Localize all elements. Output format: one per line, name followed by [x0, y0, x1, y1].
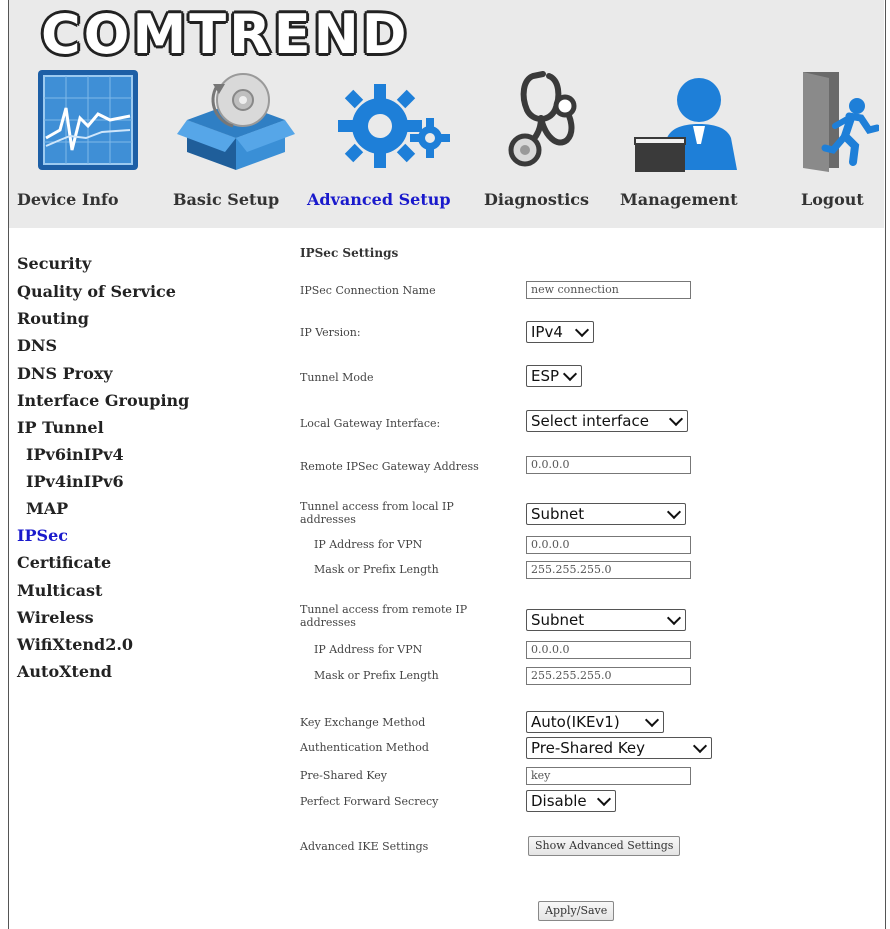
sidebar: [9, 228, 232, 929]
sidebar-item-ip-tunnel[interactable]: IP Tunnel: [17, 418, 104, 437]
chevron-down-icon: [645, 713, 659, 727]
remote-access-label: Tunnel access from remote IP addresses: [300, 603, 468, 629]
chevron-down-icon: [667, 611, 681, 625]
tunnel-mode-value: ESP: [531, 367, 560, 385]
apply-save-button[interactable]: Apply/Save: [538, 901, 614, 921]
brand-logo: COMTREND: [41, 3, 410, 66]
nav-advanced-setup[interactable]: Advanced Setup: [307, 190, 451, 209]
local-ip-input[interactable]: 0.0.0.0: [526, 536, 691, 554]
auth-method-label: Authentication Method: [300, 741, 429, 754]
header: [9, 0, 884, 228]
sidebar-item-routing[interactable]: Routing: [17, 309, 89, 328]
ip-version-select[interactable]: [526, 321, 594, 343]
remote-mask-input[interactable]: 255.255.255.0: [526, 667, 691, 685]
nav-logout[interactable]: Logout: [801, 190, 864, 209]
advanced-setup-icon[interactable]: [332, 80, 452, 172]
local-mask-input[interactable]: 255.255.255.0: [526, 561, 691, 579]
sidebar-item-quality-of-service[interactable]: Quality of Service: [17, 282, 176, 301]
sidebar-item-dns-proxy[interactable]: DNS Proxy: [17, 364, 113, 383]
sidebar-item-ipv4inipv6[interactable]: IPv4inIPv6: [26, 472, 124, 491]
nav-diagnostics[interactable]: Diagnostics: [484, 190, 590, 209]
sidebar-item-interface-grouping[interactable]: Interface Grouping: [17, 391, 190, 410]
connection-name-label: IPSec Connection Name: [300, 284, 436, 297]
remote-ip-label: IP Address for VPN: [314, 643, 423, 656]
remote-gateway-label: Remote IPSec Gateway Address: [300, 460, 479, 473]
auth-method-select[interactable]: [526, 737, 712, 759]
sidebar-item-certificate[interactable]: Certificate: [17, 553, 112, 572]
diagnostics-icon[interactable]: [505, 66, 585, 174]
psk-input[interactable]: key: [526, 767, 691, 785]
device-info-icon[interactable]: [36, 68, 140, 172]
sidebar-item-multicast[interactable]: Multicast: [17, 581, 103, 600]
chevron-down-icon: [693, 739, 707, 753]
connection-name-input[interactable]: new connection: [526, 281, 691, 299]
key-exchange-label: Key Exchange Method: [300, 716, 426, 729]
local-mask-label: Mask or Prefix Length: [314, 563, 439, 576]
show-advanced-settings-button[interactable]: Show Advanced Settings: [528, 836, 680, 856]
ip-version-value: IPv4: [531, 323, 563, 341]
sidebar-item-ipv6inipv4[interactable]: IPv6inIPv4: [26, 445, 124, 464]
auth-method-value: Pre-Shared Key: [531, 739, 646, 757]
psk-label: Pre-Shared Key: [300, 769, 388, 782]
pfs-value: Disable: [531, 792, 587, 810]
sidebar-item-wifixtend[interactable]: WifiXtend2.0: [17, 635, 134, 654]
remote-access-select[interactable]: [526, 609, 686, 631]
tunnel-mode-label: Tunnel Mode: [300, 371, 374, 384]
section-title: IPSec Settings: [300, 246, 399, 260]
tunnel-mode-select[interactable]: [526, 365, 582, 387]
local-access-select[interactable]: [526, 503, 686, 525]
nav-device-info[interactable]: Device Info: [17, 190, 119, 209]
chevron-down-icon: [669, 412, 683, 426]
logout-icon[interactable]: [799, 66, 879, 174]
local-ip-label: IP Address for VPN: [314, 538, 423, 551]
local-gateway-label: Local Gateway Interface:: [300, 417, 441, 430]
key-exchange-value: Auto(IKEv1): [531, 713, 620, 731]
remote-access-value: Subnet: [531, 611, 585, 629]
sidebar-item-map[interactable]: MAP: [26, 499, 69, 518]
sidebar-item-dns[interactable]: DNS: [17, 336, 58, 355]
management-icon[interactable]: [631, 76, 749, 174]
sidebar-item-wireless[interactable]: Wireless: [17, 608, 94, 627]
remote-mask-label: Mask or Prefix Length: [314, 669, 439, 682]
pfs-select[interactable]: [526, 790, 616, 812]
local-access-value: Subnet: [531, 505, 585, 523]
chevron-down-icon: [667, 505, 681, 519]
nav-basic-setup[interactable]: Basic Setup: [173, 190, 280, 209]
nav-management[interactable]: Management: [620, 190, 738, 209]
sidebar-item-autoxtend[interactable]: AutoXtend: [17, 662, 112, 681]
local-gateway-select[interactable]: [526, 410, 688, 432]
local-gateway-value: Select interface: [531, 412, 649, 430]
sidebar-item-ipsec[interactable]: IPSec: [17, 526, 68, 545]
ip-version-label: IP Version:: [300, 326, 361, 339]
remote-gateway-input[interactable]: 0.0.0.0: [526, 456, 691, 474]
key-exchange-select[interactable]: [526, 711, 664, 733]
chevron-down-icon: [563, 367, 577, 381]
pfs-label: Perfect Forward Secrecy: [300, 795, 439, 808]
advanced-ike-label: Advanced IKE Settings: [300, 840, 429, 853]
ipsec-settings-panel: [232, 228, 884, 929]
remote-ip-input[interactable]: 0.0.0.0: [526, 641, 691, 659]
local-access-label: Tunnel access from local IP addresses: [300, 500, 454, 526]
chevron-down-icon: [597, 792, 611, 806]
basic-setup-icon[interactable]: [177, 72, 295, 172]
chevron-down-icon: [575, 323, 589, 337]
sidebar-item-security[interactable]: Security: [17, 254, 92, 273]
